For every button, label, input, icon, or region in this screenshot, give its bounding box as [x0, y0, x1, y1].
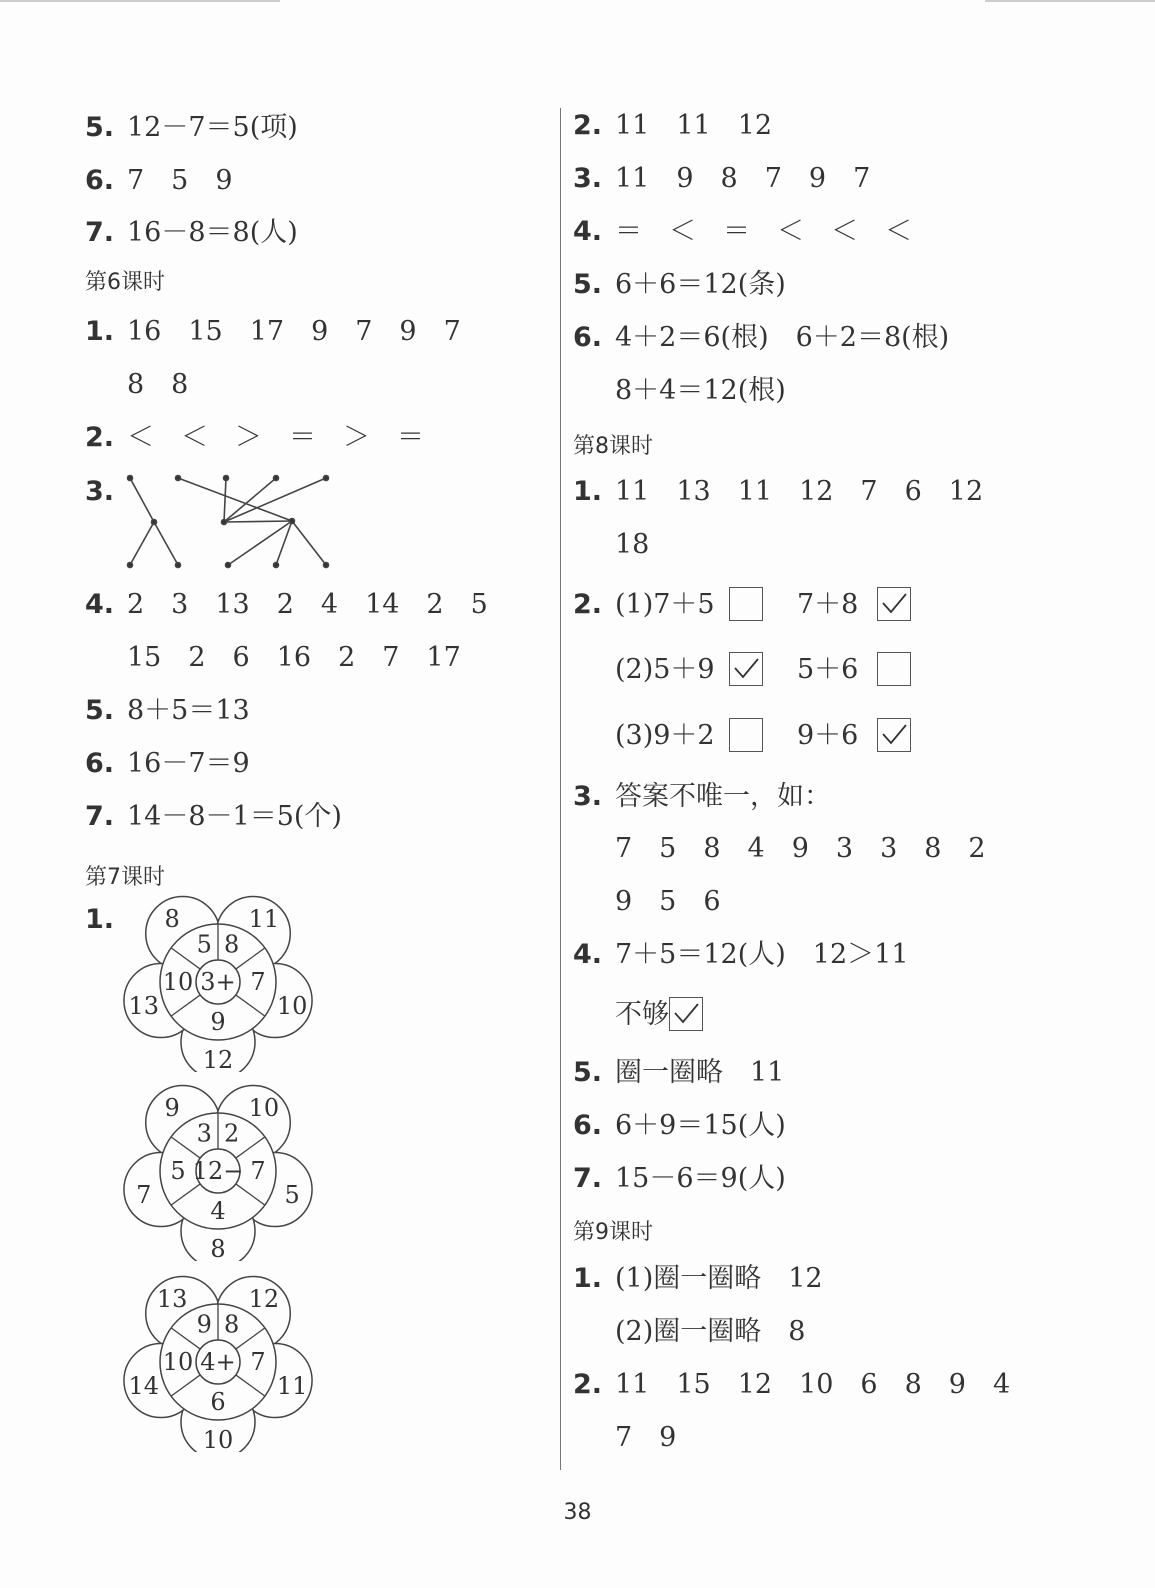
answer-right-2: [573, 106, 772, 146]
flower-center-label: 12−: [192, 1157, 244, 1185]
item-number: 5.: [573, 1057, 603, 1088]
flower-inner-number: 10: [162, 968, 194, 996]
lesson-7-heading: 第7课时: [85, 865, 165, 890]
answer-box: [669, 997, 703, 1031]
flower-outer-number: 12: [248, 1284, 280, 1313]
checkmark-icon: [672, 1001, 700, 1027]
lesson8-answer-3: [573, 777, 831, 817]
flower-inner-number: 6: [210, 1388, 226, 1416]
lesson8-answer-4: [573, 935, 909, 975]
answer-text: (1)圈一圈略 12: [615, 1263, 823, 1294]
checkmark-icon: [880, 591, 908, 617]
flower-inner-number: 10: [162, 1348, 194, 1376]
flower-outer-number: 13: [128, 992, 160, 1021]
answer-right-3: [573, 159, 870, 199]
item-number: 5.: [573, 269, 603, 300]
flower-inner-number: 8: [224, 1310, 240, 1339]
checkmark-icon: [732, 656, 760, 682]
item-number: 2.: [85, 422, 115, 453]
lesson8-answer-2-row3: [615, 716, 911, 756]
answer-text: 15 2 6 16 2 7 17: [127, 642, 461, 673]
lesson6-answer-2: [85, 418, 424, 458]
page-number: 38: [563, 1500, 592, 1525]
flower-inner-number: 3: [196, 1119, 212, 1148]
flower-outer-number: 13: [156, 1284, 188, 1313]
item-number: 1.: [573, 476, 603, 507]
number-flower: [118, 1272, 318, 1452]
item-number: 1.: [573, 1263, 603, 1294]
lesson8-answer-1: [573, 472, 983, 512]
answer-text: (2)圈一圈略 8: [615, 1316, 806, 1347]
flower-center-label: 3+: [200, 968, 236, 996]
flower-inner-number: 2: [224, 1119, 240, 1148]
flower-outer-number: 10: [248, 1093, 280, 1122]
answer-text: 8＋5＝13: [127, 695, 250, 726]
lesson-8-heading: 第8课时: [573, 434, 653, 459]
lesson9-answer-2-cont: [615, 1418, 676, 1458]
answer-left-6: [85, 161, 233, 201]
answer-box: [877, 652, 911, 686]
answer-text: 7 5 9: [127, 165, 233, 196]
lesson8-answer-2-row2: [615, 650, 911, 690]
flower-outer-number: 9: [164, 1093, 180, 1122]
answer-text: 16－7＝9: [127, 748, 250, 779]
expression: 7＋8: [797, 589, 859, 620]
answer-text: 15－6＝9(人): [615, 1163, 786, 1194]
expression: (3)9＋2: [615, 720, 715, 751]
item-number: 5.: [85, 695, 115, 726]
flower-outer-number: 11: [276, 1372, 308, 1401]
item-number: 6.: [573, 1110, 603, 1141]
answer-box: [877, 718, 911, 752]
answer-right-4: [573, 212, 912, 252]
lesson6-answer-1-cont: [127, 365, 188, 405]
flower-outer-number: 8: [164, 904, 180, 933]
flower-inner-number: 7: [250, 1157, 266, 1185]
answer-text: 11 11 12: [615, 110, 773, 141]
lesson9-answer-2: [573, 1365, 1010, 1405]
answer-box: [729, 652, 763, 686]
answer-text: 16 15 17 9 7 9 7: [127, 316, 461, 347]
flower-inner-number: 5: [196, 930, 212, 959]
flower-inner-number: 5: [170, 1157, 186, 1185]
lesson8-answer-2-row1: [573, 585, 911, 625]
answer-left-7: [85, 213, 298, 253]
flower-outer-number: 5: [284, 1181, 300, 1210]
expression: 9＋6: [797, 720, 859, 751]
answer-text: 6＋9＝15(人): [615, 1110, 786, 1141]
top-edge-line-left: [0, 0, 280, 2]
item-number: 1.: [85, 904, 115, 935]
answer-text: 2 3 13 2 4 14 2 5: [127, 589, 488, 620]
answer-text: 11 9 8 7 9 7: [615, 163, 871, 194]
flower-outer-number: 8: [210, 1235, 226, 1261]
answer-text: 9 5 6: [615, 886, 721, 917]
matching-lines-diagram: [120, 470, 340, 575]
lesson6-answer-5: [85, 691, 250, 731]
flower-outer-number: 10: [202, 1426, 234, 1452]
answer-text: 8 8: [127, 369, 189, 400]
answer-box: [877, 587, 911, 621]
answer-text: 答案不唯一，如：: [615, 781, 831, 812]
number-flower: [118, 1081, 318, 1261]
item-number: 1.: [85, 316, 115, 347]
answer-text: 6＋6＝12(条): [615, 269, 786, 300]
lesson6-answer-7: [85, 797, 342, 837]
answer-text: 11 15 12 10 6 8 9 4: [615, 1369, 1011, 1400]
flower-inner-number: 7: [250, 1348, 266, 1376]
flower-outer-number: 12: [202, 1046, 234, 1072]
answer-text: 圈一圈略 11: [615, 1057, 785, 1088]
flower-inner-number: 7: [250, 968, 266, 996]
answer-text: 16－8＝8(人): [127, 217, 298, 248]
number-flower: [118, 892, 318, 1072]
lesson6-answer-6: [85, 744, 250, 784]
answer-text: 4＋2＝6(根) 6＋2＝8(根): [615, 322, 950, 353]
lesson8-answer-1-cont: [615, 525, 649, 565]
answer-text: 18: [615, 529, 650, 560]
answer-text: 7 5 8 4 9 3 3 8 2: [615, 833, 986, 864]
item-number: 2.: [573, 1369, 603, 1400]
item-number: 3.: [85, 476, 115, 507]
item-number: 2.: [573, 589, 603, 620]
column-divider: [560, 108, 561, 1470]
item-number: 3.: [573, 781, 603, 812]
lesson-6-heading: 第6课时: [85, 270, 165, 295]
lesson9-answer-1: [573, 1259, 823, 1299]
answer-right-6-cont: [615, 371, 786, 411]
flower-inner-number: 9: [210, 1008, 226, 1036]
top-edge-line-right: [985, 0, 1155, 2]
lesson8-answer-3-cont1: [615, 829, 986, 869]
item-number: 7.: [573, 1163, 603, 1194]
flower-inner-number: 8: [224, 930, 240, 959]
flower-outer-number: 7: [136, 1181, 152, 1210]
answer-text: 12－7＝5(项): [127, 112, 298, 143]
item-number: 6.: [573, 322, 603, 353]
lesson-9-heading: 第9课时: [573, 1220, 653, 1245]
flower-inner-number: 9: [196, 1310, 212, 1339]
lesson6-answer-4: [85, 585, 488, 625]
expression: (2)5＋9: [615, 654, 715, 685]
answer-text: 7＋5＝12(人) 12＞11: [615, 939, 909, 970]
answer-box: [729, 587, 763, 621]
answer-text: 不够: [615, 999, 669, 1030]
lesson8-answer-3-cont2: [615, 882, 721, 922]
expression: (1)7＋5: [615, 589, 715, 620]
answer-text: 8＋4＝12(根): [615, 375, 786, 406]
item-number: 7.: [85, 801, 115, 832]
checkmark-icon: [880, 722, 908, 748]
item-number: 6.: [85, 165, 115, 196]
answer-right-5: [573, 265, 786, 305]
flower-inner-number: 4: [210, 1197, 226, 1225]
flower-center-label: 4+: [200, 1348, 236, 1376]
item-number: 5.: [85, 112, 115, 143]
item-number: 7.: [85, 217, 115, 248]
item-number: 4.: [85, 589, 115, 620]
lesson9-answer-1-cont: [615, 1312, 805, 1352]
answer-right-6: [573, 318, 949, 358]
item-number: 2.: [573, 110, 603, 141]
expression: 5＋6: [797, 654, 859, 685]
lesson6-answer-4-cont: [127, 638, 461, 678]
answer-text: ＜ ＜ ＞ ＝ ＞ ＝: [127, 422, 424, 453]
answer-left-5: [85, 108, 298, 148]
answer-text: ＝ ＜ ＝ ＜ ＜ ＜: [615, 216, 912, 247]
flower-outer-number: 11: [248, 904, 280, 933]
answer-text: 11 13 11 12 7 6 12: [615, 476, 984, 507]
answer-box: [729, 718, 763, 752]
answer-text: 7 9: [615, 1422, 677, 1453]
flower-outer-number: 14: [128, 1372, 160, 1401]
item-number: 6.: [85, 748, 115, 779]
lesson8-answer-4-cont: [615, 995, 703, 1035]
item-number: 3.: [573, 163, 603, 194]
item-number: 4.: [573, 216, 603, 247]
lesson6-answer-1: [85, 312, 461, 352]
item-number: 4.: [573, 939, 603, 970]
lesson8-answer-7: [573, 1159, 786, 1199]
answer-text: 14－8－1＝5(个): [127, 801, 342, 832]
lesson8-answer-5: [573, 1053, 784, 1093]
lesson8-answer-6: [573, 1106, 786, 1146]
flower-outer-number: 10: [276, 992, 308, 1021]
